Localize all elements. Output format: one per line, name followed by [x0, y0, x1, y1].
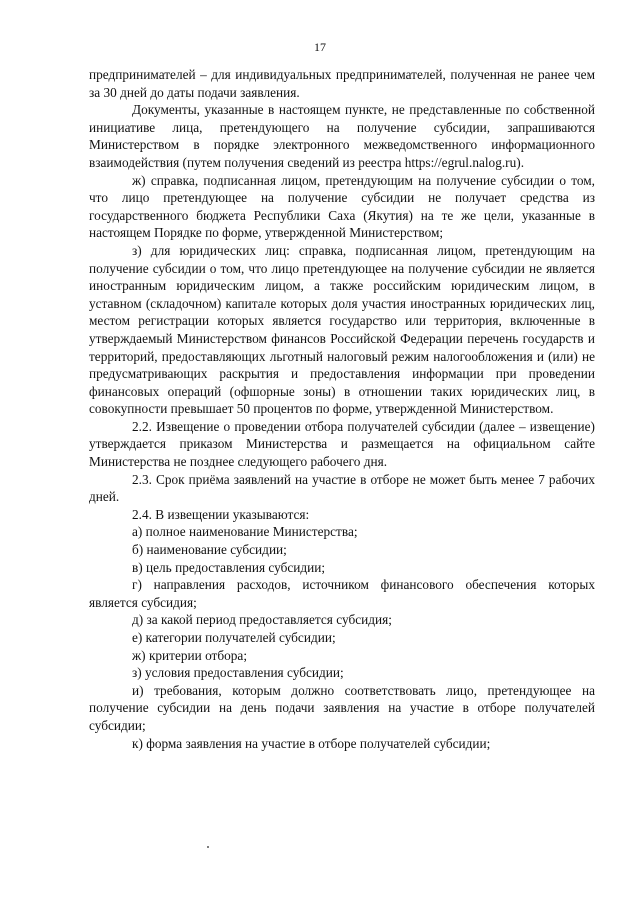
paragraph-documents-request: Документы, указанные в настоящем пункте, не представленные по собственной инициативе лица, претендующего на получение субсидии, запрашиваются Министерством в порядке электронного межведомственного информационного взаимодействия (путем получения сведений из реестра https://egrul.nalog.ru). [89, 102, 595, 170]
paragraph-2-2-notice: 2.2. Извещение о проведении отбора получателей субсидии (далее – извещение) утверждается приказом Министерства и размещается на официальном сайте Министерства не позднее следующего рабочего дня. [89, 418, 595, 470]
page-number: 17 [314, 40, 326, 54]
list-item-a: а) полное наименование Министерства; [132, 524, 358, 540]
list-item-z: з) условия предоставления субсидии; [132, 665, 344, 681]
paragraph-2-4-notice-contents: 2.4. В извещении указываются: [132, 506, 310, 522]
document-body [89, 66, 595, 752]
paragraph-item-z-legal-entities: з) для юридических лиц: справка, подписанная лицом, претендующим на получение субсидии о том, что лицо претендующее на получение субсидии не является иностранным юридическим лицом, а также российским юридическим лицом, в уставном (складочном) капитале которых доля участия иностранных юридических лиц, местом регистрации которых является государство или территория, включенные в утверждаемый Министерством финансов Российской Федерации перечень государств и территорий, предоставляющих льготный налоговый режим налогообложения и (или) не предусматривающих раскрытия и предоставления информации при проведении финансовых операций (офшорные зоны) в отношении таких юридических лиц, в совокупности превышает 50 процентов по форме, утвержденной Министерством. [89, 242, 595, 417]
list-item-d: д) за какой период предоставляется субсидия; [132, 612, 392, 628]
list-item-k: к) форма заявления на участие в отборе получателей субсидии; [132, 735, 491, 751]
paragraph-item-zh-certificate: ж) справка, подписанная лицом, претендующим на получение субсидии о том, что лицо претендующее на получение субсидии не получает средства из государственного бюджета Республики Саха (Якутия) на те же цели, указанные в настоящем Порядке по форме, утвержденной Министерством; [89, 172, 595, 241]
list-item-b: б) наименование субсидии; [132, 542, 287, 558]
list-item-i: и) требования, которым должно соответствовать лицо, претендующее на получение субсидии на день подачи заявления на участие в отборе получателей субсидии; [89, 682, 595, 733]
list-item-v: в) цель предоставления субсидии; [132, 559, 326, 575]
list-item-zh: ж) критерии отбора; [132, 647, 248, 663]
list-item-g: г) направления расходов, источником финансового обеспечения которых является субсидия; [89, 577, 595, 610]
list-item-e: е) категории получателей субсидии; [132, 630, 336, 645]
paragraph-2-3-deadline: 2.3. Срок приёма заявлений на участие в отборе не может быть менее 7 рабочих дней. [89, 471, 595, 505]
scan-speck [207, 846, 209, 848]
paragraph-continuation: предпринимателей – для индивидуальных предпринимателей, полученная не ранее чем за 30 дней до даты подачи заявления. [89, 67, 595, 100]
